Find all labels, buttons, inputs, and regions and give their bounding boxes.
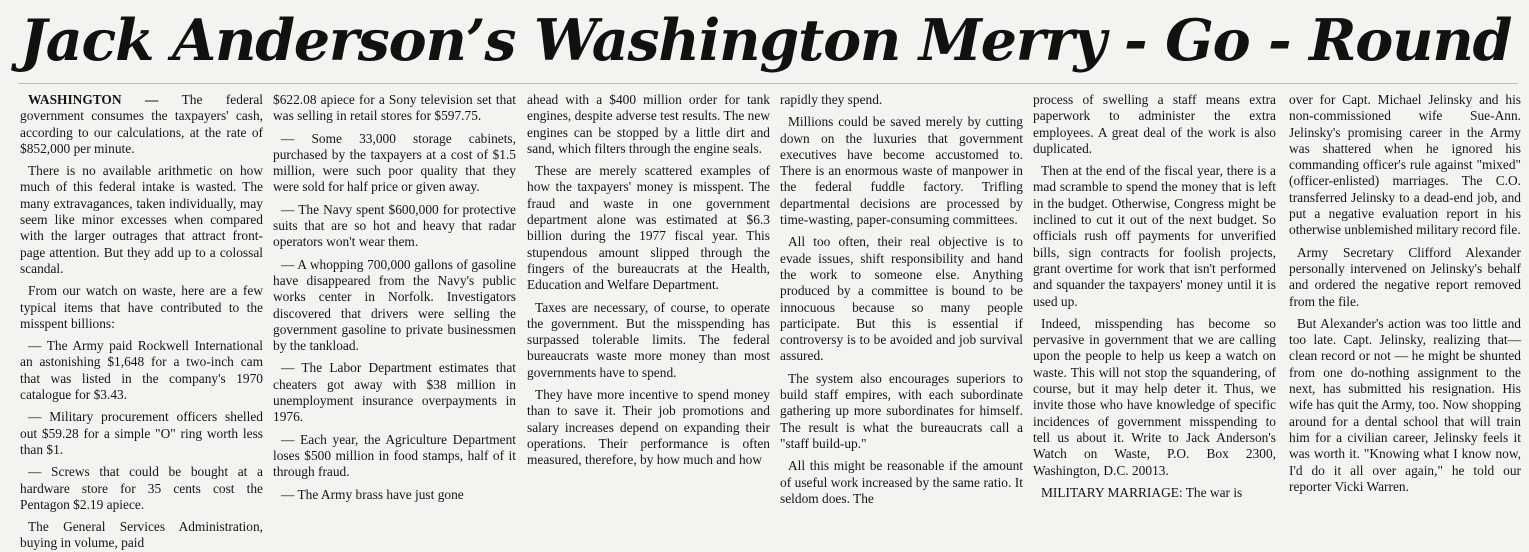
paragraph: These are merely scattered examples of how the taxpayers' money is misspent. The fraud and waste in one government department alone was estimated at $6.3 billion during the 1977 fiscal year. This stupendous amount slipped through the fingers of the bureaucrats at the Health, Education and Welfare Department. — [527, 163, 770, 293]
paragraph: — A whopping 700,000 gallons of gasoline have disappeared from the Navy's public works center in Norfolk. Investigators discovered that drivers were selling the government gasoline to private businessmen by the tankload. — [273, 256, 516, 354]
paragraph: WASHINGTON — The federal government consumes the taxpayers' cash, according to our calculations, at the rate of $852,000 per minute. — [20, 92, 264, 156]
paragraph: — The Navy spent $600,000 for protective suits that are so hot and heavy that radar operators won't wear them. — [273, 201, 516, 250]
paragraph: — The Labor Department estimates that cheaters got away with $38 million in unemployment insurance overpayments in 1976. — [273, 360, 516, 425]
paragraph: But Alexander's action was too little and too late. Capt. Jelinsky, realizing that— clean record or not — he might be shunted from one do-nothing assignment to the next, has submitted his resignation. His wife has quit the Army, too. Now shopping around for a dental school that will train him for a civilian career, Jelinsky feels it was worth it. "Knowing what I know now, I'd do it all over again," he told our reporter Vicki Warren. — [1289, 315, 1521, 494]
paragraph: — Military procurement officers shelled out $59.28 for a simple "O" ring worth less than $1. — [20, 409, 263, 457]
paragraph: — The Army brass have just gone — [281, 486, 464, 502]
article-column-4 — [780, 92, 1023, 510]
paragraph: The General Services Administration, buying in volume, paid — [20, 519, 263, 551]
article-column-1 — [20, 92, 264, 551]
paragraph: rapidly they spend. — [780, 92, 883, 107]
dateline: WASHINGTON — — [28, 92, 159, 107]
paragraph: Millions could be saved merely by cutting down on the luxuries that government executives have become accustomed to. There is an enormous waste of manpower in the federal fuddle factory. Trifling departmental decisions are processed by time-wasting, paper-consuming committees. — [780, 114, 1023, 228]
paragraph: — The Army paid Rockwell International an astonishing $1,648 for a two-inch cam that was listed in the company's 1970 catalogue for $3.43. — [20, 338, 263, 403]
headline-rule — [18, 83, 1518, 84]
paragraph: There is no available arithmetic on how much of this federal intake is wasted. The many extravagances, taken individually, may seem like minor excesses when compared with the larger outrages that attract front-page attention. But they add up to a colossal scandal. — [20, 163, 263, 276]
article-column-2 — [273, 92, 516, 510]
article-column-6 — [1289, 92, 1521, 510]
paragraph: Army Secretary Clifford Alexander personally intervened on Jelinsky's behalf and ordered the negative report removed from the file. — [1289, 244, 1521, 309]
paragraph: — Screws that could be bought at a hardware store for 35 cents cost the Pentagon $2.19 apiece. — [20, 464, 263, 512]
paragraph: They have more incentive to spend money than to save it. Their job promotions and salary increases depend on expanding their operations. Their performance is often measured, therefore, by how much and how — [527, 387, 770, 468]
paragraph: From our watch on waste, here are a few typical items that have contributed to the misspent billions: — [20, 283, 263, 331]
paragraph: All too often, their real objective is to evade issues, shift responsibility and hand the work to someone else. Anything produced by a committee is bound to be innocuous because so many people participate. But this is essential if controversy is to be avoided and job survival assured. — [780, 234, 1023, 364]
paragraph: Taxes are necessary, of course, to operate the government. But the misspending has surpassed tolerable limits. The federal bureaucrats waste more money than most governments have to spend. — [527, 299, 770, 380]
article-column-5 — [1033, 92, 1276, 510]
paragraph: ahead with a $400 million order for tank engines, despite adverse test results. The new engines can be stopped by a little dirt and sand, which filters through the engine seals. — [527, 92, 770, 156]
section-subhead: MILITARY MARRIAGE: The war is — [1041, 484, 1243, 500]
paragraph: All this might be reasonable if the amount of useful work increased by the same ratio. It seldom does. The — [780, 458, 1023, 506]
paragraph: — Some 33,000 storage cabinets, purchased by the taxpayers at a cost of $1.5 million, were such poor quality that they were sold for half price or given away. — [273, 130, 516, 195]
paragraph: — Each year, the Agriculture Department loses $500 million in food stamps, half of it through fraud. — [273, 431, 516, 480]
paragraph: over for Capt. Michael Jelinsky and his non-commissioned wife Sue-Ann. Jelinsky's promising career in the Army was shattered when he ignored his commanding officer's rule against "mixed" (officer-enlisted) marriages. The C.O. transferred Jelinsky to a dead-end job, and put a negative evaluation report in his otherwise unblemished military record file. — [1289, 92, 1521, 238]
paragraph: Then at the end of the fiscal year, there is a mad scramble to spend the money that is left in the budget. Otherwise, Congress might be inclined to cut it out of the next budget. So officials rush off payments for unverified bills, sign contracts for foolish projects, grant overtime for work that isn't performed and squander the taxpayers' money until it is used up. — [1033, 163, 1276, 309]
article-column-3 — [527, 92, 770, 510]
paragraph: Indeed, misspending has become so pervasive in government that we are calling upon the people to help us keep a watch on waste. This will not stop the squandering, of course, but it may help deter it. Thus, we invite those who have knowledge of specific incidences of government misspending to tell us about it. Write to Jack Anderson's Watch on Waste, P.O. Box 2300, Washington, D.C. 20013. — [1033, 315, 1276, 478]
headline: Jack Anderson’s Washington Merry - Go - Round — [20, 7, 1512, 74]
paragraph: $622.08 apiece for a Sony television set that was selling in retail stores for $597.75. — [273, 92, 516, 124]
paragraph: The system also encourages superiors to build staff empires, with each subordinate gathering up more subordinates for himself. The result is what the bureaucrats call a "staff build-up." — [780, 370, 1023, 451]
paragraph: process of swelling a staff means extra paperwork to administer the extra employees. A great deal of the work is also duplicated. — [1033, 92, 1276, 156]
